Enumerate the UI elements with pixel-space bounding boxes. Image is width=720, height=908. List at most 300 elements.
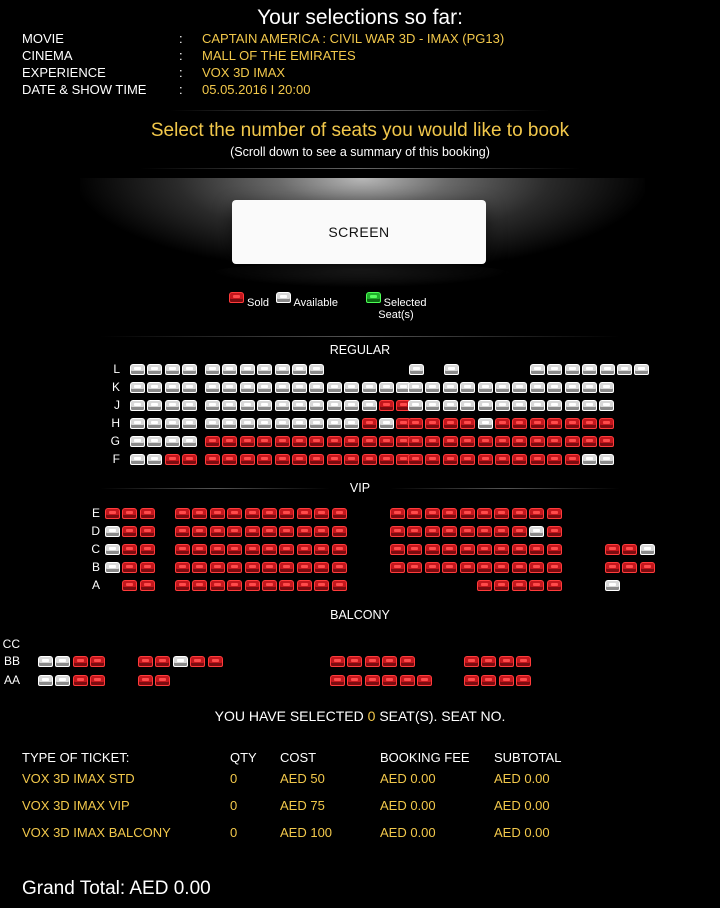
seat-sold: [547, 508, 562, 519]
seat-available[interactable]: [275, 418, 290, 429]
seat-sold: [460, 454, 475, 465]
legend-selected-label: Selected Seat(s): [378, 297, 427, 321]
seat-available[interactable]: [130, 364, 145, 375]
seat-available[interactable]: [309, 418, 324, 429]
seat-available[interactable]: [130, 436, 145, 447]
seat-sold: [382, 675, 397, 686]
seat-sold: [565, 436, 580, 447]
seat-sold: [210, 544, 225, 555]
row-label: BB: [3, 654, 20, 668]
selection-suffix: SEAT(S). SEAT NO.: [375, 708, 506, 724]
seat-available[interactable]: [105, 562, 120, 573]
table-row: [0, 771, 720, 789]
table-row: [0, 825, 720, 843]
seat-available[interactable]: [425, 382, 440, 393]
seat-available[interactable]: [130, 454, 145, 465]
seat-sold: [495, 454, 510, 465]
seat-sold: [512, 544, 527, 555]
seat-sold: [408, 454, 423, 465]
seat-available[interactable]: [408, 400, 423, 411]
seat-available[interactable]: [327, 400, 342, 411]
seat-available[interactable]: [582, 364, 597, 375]
select-seats-subheading: (Scroll down to see a summary of this booking): [230, 145, 490, 159]
seat-sold: [443, 436, 458, 447]
seat-sold: [442, 526, 457, 537]
seat-sold: [365, 656, 380, 667]
seat-available[interactable]: [257, 382, 272, 393]
section-balcony-title: BALCONY: [330, 608, 390, 622]
seat-sold: [442, 544, 457, 555]
seat-available[interactable]: [599, 400, 614, 411]
seat-available[interactable]: [182, 364, 197, 375]
seat-sold: [499, 656, 514, 667]
seat-available[interactable]: [147, 436, 162, 447]
seat-sold: [314, 580, 329, 591]
seat-sold: [516, 656, 531, 667]
row-label: F: [112, 452, 120, 466]
seat-sold: [314, 508, 329, 519]
ticket-qty: 0: [230, 825, 238, 840]
seat-sold: [477, 580, 492, 591]
seat-row-c: [0, 544, 720, 558]
seat-available[interactable]: [512, 382, 527, 393]
seat-sold: [327, 454, 342, 465]
seat-available[interactable]: [173, 656, 188, 667]
seat-available[interactable]: [182, 418, 197, 429]
seat-available[interactable]: [530, 364, 545, 375]
seat-sold: [460, 544, 475, 555]
movie-label: MOVIE: [22, 31, 64, 46]
seat-sold: [425, 526, 440, 537]
seat-sold: [362, 418, 377, 429]
seat-sold: [478, 436, 493, 447]
seat-sold: [210, 526, 225, 537]
seat-sold: [605, 562, 620, 573]
seat-sold: [90, 656, 105, 667]
seat-sold: [582, 436, 597, 447]
seat-available[interactable]: [130, 400, 145, 411]
seat-available[interactable]: [460, 382, 475, 393]
ticket-qty: 0: [230, 771, 238, 786]
seat-sold: [379, 454, 394, 465]
seat-sold: [245, 544, 260, 555]
seat-available[interactable]: [292, 364, 307, 375]
seat-available[interactable]: [147, 382, 162, 393]
seat-available[interactable]: [425, 400, 440, 411]
seat-available[interactable]: [130, 418, 145, 429]
seat-available[interactable]: [379, 382, 394, 393]
seat-sold: [205, 454, 220, 465]
colon: :: [179, 82, 183, 97]
seat-sold: [309, 436, 324, 447]
seat-sold: [192, 562, 207, 573]
seat-row-k: [0, 382, 720, 396]
seat-sold: [262, 580, 277, 591]
seat-available[interactable]: [600, 364, 615, 375]
seat-available[interactable]: [292, 418, 307, 429]
seat-available[interactable]: [147, 400, 162, 411]
seat-sold: [175, 526, 190, 537]
row-label: B: [91, 560, 100, 574]
seat-available[interactable]: [240, 400, 255, 411]
seat-available[interactable]: [165, 364, 180, 375]
seat-available[interactable]: [182, 436, 197, 447]
seat-sold: [512, 454, 527, 465]
seat-sold: [478, 454, 493, 465]
seat-sold: [175, 580, 190, 591]
seat-available[interactable]: [105, 544, 120, 555]
seat-sold: [530, 418, 545, 429]
seat-sold: [309, 454, 324, 465]
seat-sold: [407, 562, 422, 573]
seat-available[interactable]: [205, 382, 220, 393]
datetime-value: 05.05.2016 I 20:00: [202, 82, 311, 97]
seat-available[interactable]: [512, 400, 527, 411]
col-header-cost: COST: [280, 750, 317, 765]
seat-available[interactable]: [582, 454, 597, 465]
seat-available[interactable]: [443, 382, 458, 393]
row-label: A: [91, 578, 100, 592]
seat-sold: [279, 508, 294, 519]
seat-available[interactable]: [617, 364, 632, 375]
seat-available[interactable]: [147, 454, 162, 465]
seat-available[interactable]: [444, 364, 459, 375]
seat-available[interactable]: [165, 382, 180, 393]
seat-sold: [425, 418, 440, 429]
seat-sold: [622, 544, 637, 555]
seat-sold: [425, 454, 440, 465]
seat-available[interactable]: [55, 675, 70, 686]
seat-available[interactable]: [205, 400, 220, 411]
seat-available[interactable]: [309, 400, 324, 411]
row-label: K: [111, 380, 120, 394]
seat-sold: [547, 418, 562, 429]
seat-available[interactable]: [565, 364, 580, 375]
seat-available[interactable]: [275, 382, 290, 393]
row-label: H: [111, 416, 120, 430]
seat-sold: [227, 562, 242, 573]
legend-sold-label: Sold: [247, 297, 270, 309]
seat-available[interactable]: [257, 364, 272, 375]
seat-sold: [330, 675, 345, 686]
seat-available[interactable]: [240, 382, 255, 393]
seat-sold: [227, 508, 242, 519]
seat-available[interactable]: [408, 382, 423, 393]
seat-available[interactable]: [460, 400, 475, 411]
colon: :: [179, 31, 183, 46]
seat-available[interactable]: [147, 418, 162, 429]
seat-sold: [529, 508, 544, 519]
seat-sold: [73, 656, 88, 667]
seat-sold: [512, 436, 527, 447]
seat-available[interactable]: [130, 382, 145, 393]
seat-sold: [192, 580, 207, 591]
seat-sold: [175, 508, 190, 519]
row-label: L: [113, 362, 120, 376]
seat-sold: [407, 544, 422, 555]
seat-available[interactable]: [165, 400, 180, 411]
seat-sold: [477, 508, 492, 519]
seat-sold: [210, 562, 225, 573]
seat-available[interactable]: [529, 526, 544, 537]
seat-sold: [344, 436, 359, 447]
ticket-subtotal: AED 0.00: [494, 771, 550, 786]
seat-sold: [330, 656, 345, 667]
seat-available[interactable]: [165, 436, 180, 447]
seat-sold: [327, 436, 342, 447]
seat-sold: [292, 436, 307, 447]
seat-available[interactable]: [147, 364, 162, 375]
seat-row-d: [0, 526, 720, 540]
seat-available[interactable]: [275, 364, 290, 375]
seat-available[interactable]: [165, 418, 180, 429]
selection-summary: [0, 708, 720, 724]
seat-sold: [175, 544, 190, 555]
seat-available[interactable]: [547, 364, 562, 375]
seat-sold: [262, 508, 277, 519]
seat-available[interactable]: [38, 656, 53, 667]
seat-available[interactable]: [379, 418, 394, 429]
seat-sold: [425, 562, 440, 573]
seat-sold: [122, 580, 137, 591]
seat-sold: [245, 508, 260, 519]
seat-available[interactable]: [605, 580, 620, 591]
seat-sold: [494, 580, 509, 591]
seat-sold: [122, 508, 137, 519]
seat-sold: [279, 562, 294, 573]
seat-available[interactable]: [495, 400, 510, 411]
seat-available[interactable]: [530, 382, 545, 393]
table-row: [0, 798, 720, 816]
seat-available[interactable]: [634, 364, 649, 375]
seat-available[interactable]: [582, 400, 597, 411]
seat-sold: [379, 400, 394, 411]
ticket-booking-fee: AED 0.00: [380, 825, 436, 840]
seat-available[interactable]: [565, 382, 580, 393]
seat-available[interactable]: [275, 400, 290, 411]
seat-available[interactable]: [182, 400, 197, 411]
seat-available[interactable]: [309, 364, 324, 375]
selection-count: 0: [367, 708, 376, 724]
seat-available[interactable]: [205, 364, 220, 375]
ticket-subtotal: AED 0.00: [494, 825, 550, 840]
seat-sold: [205, 436, 220, 447]
seat-sold: [344, 454, 359, 465]
seat-sold: [547, 526, 562, 537]
seat-available[interactable]: [182, 382, 197, 393]
colon: :: [179, 65, 183, 80]
seat-available[interactable]: [257, 400, 272, 411]
seat-sold: [408, 436, 423, 447]
seat-available[interactable]: [222, 364, 237, 375]
seat-available[interactable]: [222, 418, 237, 429]
seat-sold: [155, 656, 170, 667]
seat-row-aa: [0, 675, 720, 689]
seat-available[interactable]: [495, 382, 510, 393]
seat-sold: [605, 544, 620, 555]
col-header-qty: QTY: [230, 750, 257, 765]
ticket-type: VOX 3D IMAX VIP: [22, 798, 130, 813]
datetime-label: DATE & SHOW TIME: [22, 82, 147, 97]
seat-available[interactable]: [55, 656, 70, 667]
screen-label: SCREEN: [328, 224, 390, 240]
seat-row-cc: [0, 639, 720, 653]
seat-sold: [547, 544, 562, 555]
seat-sold: [599, 436, 614, 447]
seat-available[interactable]: [327, 418, 342, 429]
seat-available[interactable]: [362, 400, 377, 411]
seat-sold: [292, 454, 307, 465]
seat-available[interactable]: [547, 382, 562, 393]
seat-sold: [565, 454, 580, 465]
seat-sold: [460, 436, 475, 447]
seat-available[interactable]: [222, 382, 237, 393]
seat-sold: [138, 675, 153, 686]
seat-available[interactable]: [443, 400, 458, 411]
seat-sold: [477, 562, 492, 573]
seat-sold: [297, 562, 312, 573]
seat-sold: [222, 454, 237, 465]
row-label: C: [91, 542, 100, 556]
seat-row-a: [0, 580, 720, 594]
seat-available[interactable]: [478, 418, 493, 429]
seat-sold: [297, 508, 312, 519]
seat-available[interactable]: [582, 382, 597, 393]
seat-sold: [297, 544, 312, 555]
seat-sold: [227, 544, 242, 555]
seat-available[interactable]: [344, 382, 359, 393]
seat-sold: [565, 418, 580, 429]
seat-available[interactable]: [478, 400, 493, 411]
row-label: D: [91, 524, 100, 538]
seat-available[interactable]: [599, 454, 614, 465]
seat-sold: [512, 508, 527, 519]
seat-available[interactable]: [309, 382, 324, 393]
seat-sold: [499, 675, 514, 686]
seat-sold: [512, 418, 527, 429]
seat-sold: [512, 580, 527, 591]
seat-available[interactable]: [292, 400, 307, 411]
seat-sold: [407, 526, 422, 537]
seat-sold: [382, 656, 397, 667]
seat-sold: [227, 526, 242, 537]
seat-sold: [140, 508, 155, 519]
seat-sold: [192, 544, 207, 555]
seat-sold: [512, 562, 527, 573]
seat-available[interactable]: [362, 382, 377, 393]
seat-available[interactable]: [327, 382, 342, 393]
seat-sold: [210, 508, 225, 519]
seat-sold: [90, 675, 105, 686]
seat-available[interactable]: [105, 526, 120, 537]
seat-sold: [257, 454, 272, 465]
ticket-booking-fee: AED 0.00: [380, 798, 436, 813]
seat-sold: [443, 418, 458, 429]
seat-available[interactable]: [565, 400, 580, 411]
seat-available[interactable]: [599, 382, 614, 393]
seat-row-f: [0, 454, 720, 468]
seat-available[interactable]: [240, 418, 255, 429]
seat-sold: [417, 675, 432, 686]
ticket-qty: 0: [230, 798, 238, 813]
seat-sold: [362, 454, 377, 465]
seat-available[interactable]: [344, 418, 359, 429]
seat-available[interactable]: [257, 418, 272, 429]
seat-available[interactable]: [547, 400, 562, 411]
ticket-booking-fee: AED 0.00: [380, 771, 436, 786]
seat-sold: [332, 562, 347, 573]
seat-sold: [275, 436, 290, 447]
seat-sold: [210, 580, 225, 591]
seat-sold: [275, 454, 290, 465]
seat-row-g: [0, 436, 720, 450]
seat-sold: [599, 418, 614, 429]
seat-sold: [390, 508, 405, 519]
seat-available[interactable]: [240, 364, 255, 375]
seat-sold: [464, 675, 479, 686]
seat-sold: [407, 508, 422, 519]
seat-sold: [222, 436, 237, 447]
seat-sold: [182, 454, 197, 465]
seat-sold: [347, 675, 362, 686]
seat-sold: [494, 526, 509, 537]
seat-sold: [390, 526, 405, 537]
seat-sold: [547, 436, 562, 447]
seat-sold: [425, 436, 440, 447]
seat-sold: [314, 562, 329, 573]
seat-sold: [140, 526, 155, 537]
seat-available[interactable]: [205, 418, 220, 429]
seat-available[interactable]: [222, 400, 237, 411]
seat-available[interactable]: [292, 382, 307, 393]
seat-available[interactable]: [344, 400, 359, 411]
ticket-cost: AED 50: [280, 771, 325, 786]
ticket-type: VOX 3D IMAX BALCONY: [22, 825, 171, 840]
seat-sold: [332, 580, 347, 591]
row-label: AA: [3, 673, 20, 687]
seat-sold: [390, 544, 405, 555]
seat-sold: [460, 526, 475, 537]
seat-sold: [512, 526, 527, 537]
seat-available[interactable]: [640, 544, 655, 555]
seat-available[interactable]: [530, 400, 545, 411]
seat-sold: [481, 656, 496, 667]
seat-available[interactable]: [409, 364, 424, 375]
seat-sold: [477, 526, 492, 537]
seat-sold: [408, 418, 423, 429]
seat-sold: [138, 656, 153, 667]
seat-sold: [640, 562, 655, 573]
seat-sold: [165, 454, 180, 465]
section-regular-title: REGULAR: [329, 343, 391, 357]
seat-sold: [460, 508, 475, 519]
selections-title: Your selections so far:: [257, 6, 463, 29]
seat-sold: [495, 418, 510, 429]
ticket-type: VOX 3D IMAX STD: [22, 771, 135, 786]
seat-available[interactable]: [478, 382, 493, 393]
seat-sold: [262, 544, 277, 555]
seat-sold: [245, 580, 260, 591]
seat-sold: [140, 580, 155, 591]
seat-sold: [140, 562, 155, 573]
seat-sold: [494, 544, 509, 555]
seat-sold: [297, 526, 312, 537]
seat-sold: [192, 508, 207, 519]
seat-sold: [547, 454, 562, 465]
seat-sold: [122, 526, 137, 537]
seat-available[interactable]: [38, 675, 53, 686]
seat-sold: [379, 436, 394, 447]
